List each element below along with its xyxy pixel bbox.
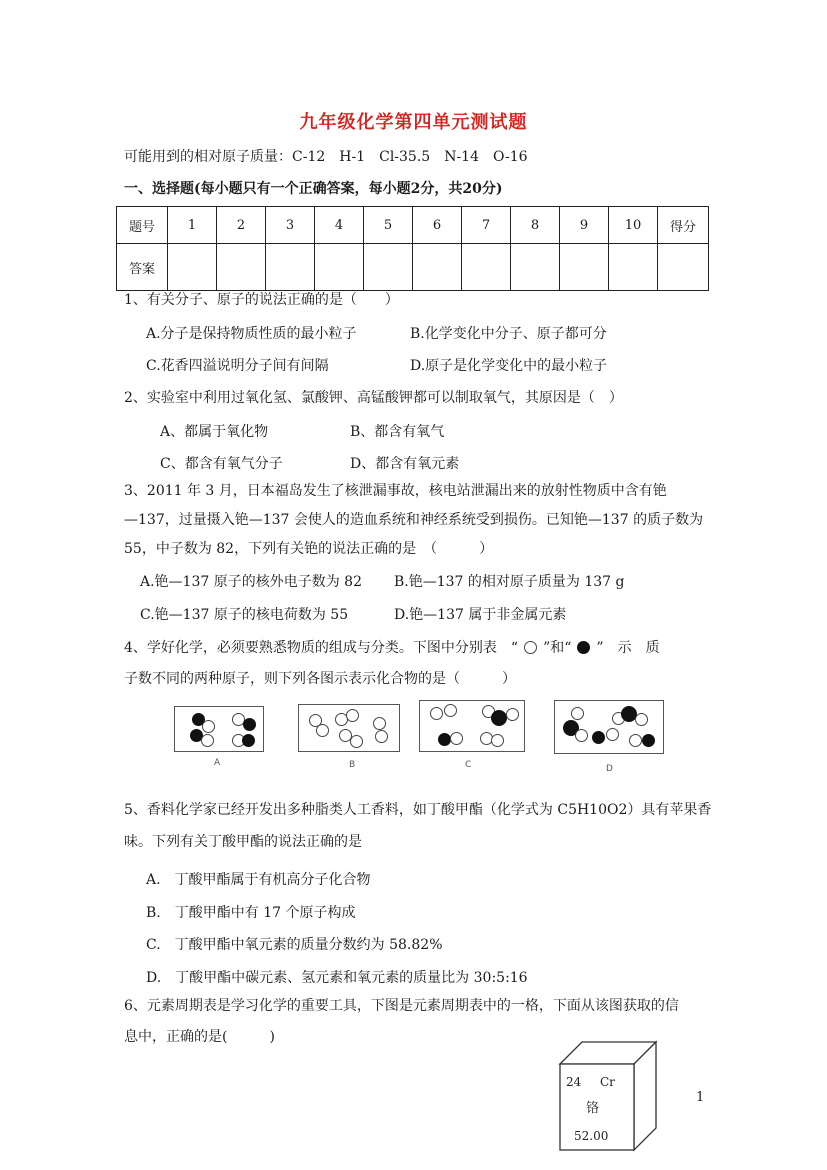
black-atom [438, 733, 451, 746]
q1-option-d: D.原子是化学变化中的最小粒子 [410, 358, 608, 374]
answer-table [116, 206, 709, 291]
black-atom [491, 710, 507, 726]
q2-option-a: A、都属于氧化物 [160, 424, 269, 440]
answer-cell[interactable] [560, 244, 609, 291]
white-atom [635, 713, 648, 726]
q6-line1: 6、元素周期表是学习化学的重要工具，下图是元素周期表中的一格，下面从该图获取的信 [124, 998, 679, 1014]
table-cell: 答案 [117, 244, 168, 291]
diagram-b [298, 704, 400, 752]
score-cell[interactable] [658, 244, 709, 291]
answer-cell[interactable] [315, 244, 364, 291]
section-heading: 一、选择题(每小题只有一个正确答案，每小题2分，共20分) [124, 181, 503, 197]
answer-cell[interactable] [511, 244, 560, 291]
q1-option-b: B.化学变化中分子、原子都可分 [410, 326, 607, 342]
table-cell: 3 [266, 207, 315, 244]
white-atom [201, 734, 214, 747]
q5-line2: 味。下列有关丁酸甲酯的说法正确的是 [124, 834, 362, 850]
diagram-c-label: C [465, 760, 472, 770]
white-atom [350, 735, 363, 748]
answer-cell[interactable] [609, 244, 658, 291]
black-atom-icon [577, 641, 590, 654]
white-atom [450, 732, 463, 745]
element-mass: 52.00 [574, 1129, 609, 1143]
white-atom [346, 709, 359, 722]
answer-cell[interactable] [462, 244, 511, 291]
q1-option-a: A.分子是保持物质性质的最小粒子 [146, 326, 357, 342]
q3-line2: —137，过量摄入铯—137 会使人的造血系统和神经系统受到损伤。已知铯—137 的质子数为 [124, 512, 704, 528]
table-cell: 5 [364, 207, 413, 244]
q4-line1 [124, 639, 660, 657]
white-atom [575, 729, 588, 742]
diagram-d [554, 700, 664, 754]
answer-cell[interactable] [364, 244, 413, 291]
answer-cell[interactable] [168, 244, 217, 291]
table-cell: 4 [315, 207, 364, 244]
q3-line1: 3、2011 年 3 月，日本福岛发生了核泄漏事故，核电站泄漏出来的放射性物质中含有铯 [124, 483, 667, 499]
q4-line2: 子数不同的两种原子，则下列各图示表示化合物的是（ ） [124, 671, 516, 687]
q3-option-c: C.铯—137 原子的核电荷数为 55 [140, 607, 349, 623]
q1-stem: 1、有关分子、原子的说法正确的是（ ） [124, 292, 399, 308]
white-atom [571, 707, 584, 720]
element-number: 24 [566, 1075, 582, 1089]
diagram-a [174, 706, 264, 752]
q2-option-d: D、都含有氧元素 [350, 456, 460, 472]
q3-option-a: A.铯—137 原子的核外电子数为 82 [140, 574, 362, 590]
table-cell: 9 [560, 207, 609, 244]
q5-option-c: C. 丁酸甲酯中氧元素的质量分数约为 58.82% [146, 937, 443, 953]
q6-line2: 息中，正确的是( ) [124, 1029, 275, 1045]
table-cell: 6 [413, 207, 462, 244]
q2-option-c: C、都含有氧气分子 [160, 456, 283, 472]
element-symbol: Cr [600, 1075, 615, 1089]
answer-cell[interactable] [413, 244, 462, 291]
white-atom [202, 720, 215, 733]
table-cell: 10 [609, 207, 658, 244]
black-atom [592, 731, 605, 744]
white-atom [506, 708, 519, 721]
q5-option-d: D. 丁酸甲酯中碳元素、氢元素和氧元素的质量比为 30:5:16 [146, 970, 528, 986]
white-atom [316, 724, 329, 737]
white-atom [606, 728, 619, 741]
atomic-masses: 可能用到的相对原子质量：C-12 H-1 Cl-35.5 N-14 O-16 [124, 149, 528, 165]
table-row-numbers [117, 207, 709, 244]
table-row-answers [117, 244, 709, 291]
q2-option-b: B、都含有氧气 [350, 424, 445, 440]
table-cell: 7 [462, 207, 511, 244]
table-cell: 得分 [658, 207, 709, 244]
white-atom [375, 730, 388, 743]
q5-option-a: A. 丁酸甲酯属于有机高分子化合物 [146, 872, 371, 888]
q4-text-a: 4、学好化学，必须要熟悉物质的组成与分类。下图中分别表 “ [124, 640, 519, 656]
q1-option-c: C.花香四溢说明分子间有间隔 [146, 358, 329, 374]
page-number: 1 [696, 1090, 705, 1105]
white-atom-icon [524, 641, 537, 654]
diagram-d-label: D [606, 764, 613, 774]
black-atom [243, 718, 256, 731]
table-cell: 题号 [117, 207, 168, 244]
q5-option-b: B. 丁酸甲酯中有 17 个原子构成 [146, 905, 356, 921]
q3-line3: 55，中子数为 82，下列有关铯的说法正确的是 （ ） [124, 541, 494, 557]
q3-option-b: B.铯—137 的相对原子质量为 137 g [394, 574, 625, 590]
q5-line1: 5、香料化学家已经开发出多种脂类人工香料，如丁酸甲酯（化学式为 C5H10O2）具有苹果香 [124, 802, 712, 818]
answer-cell[interactable] [266, 244, 315, 291]
white-atom [444, 704, 457, 717]
q4-text-b: ”和“ [543, 640, 572, 656]
page-title: 九年级化学第四单元测试题 [299, 112, 528, 133]
table-cell: 1 [168, 207, 217, 244]
white-atom [491, 734, 504, 747]
element-name: 铬 [586, 1101, 600, 1116]
table-cell: 2 [217, 207, 266, 244]
q2-stem: 2、实验室中利用过氧化氢、氯酸钾、高锰酸钾都可以制取氧气，其原因是（ ） [124, 390, 623, 406]
answer-cell[interactable] [217, 244, 266, 291]
periodic-element-cell [558, 1040, 658, 1152]
diagram-a-label: A [214, 758, 221, 768]
white-atom [629, 734, 642, 747]
diagram-b-label: B [349, 760, 356, 770]
black-atom [242, 734, 255, 747]
white-atom [373, 717, 386, 730]
black-atom [642, 734, 655, 747]
q4-text-c: ” 示 质 [596, 640, 660, 656]
q3-option-d: D.铯—137 属于非金属元素 [394, 607, 567, 623]
table-cell: 8 [511, 207, 560, 244]
white-atom [430, 707, 443, 720]
diagram-c [419, 700, 525, 752]
